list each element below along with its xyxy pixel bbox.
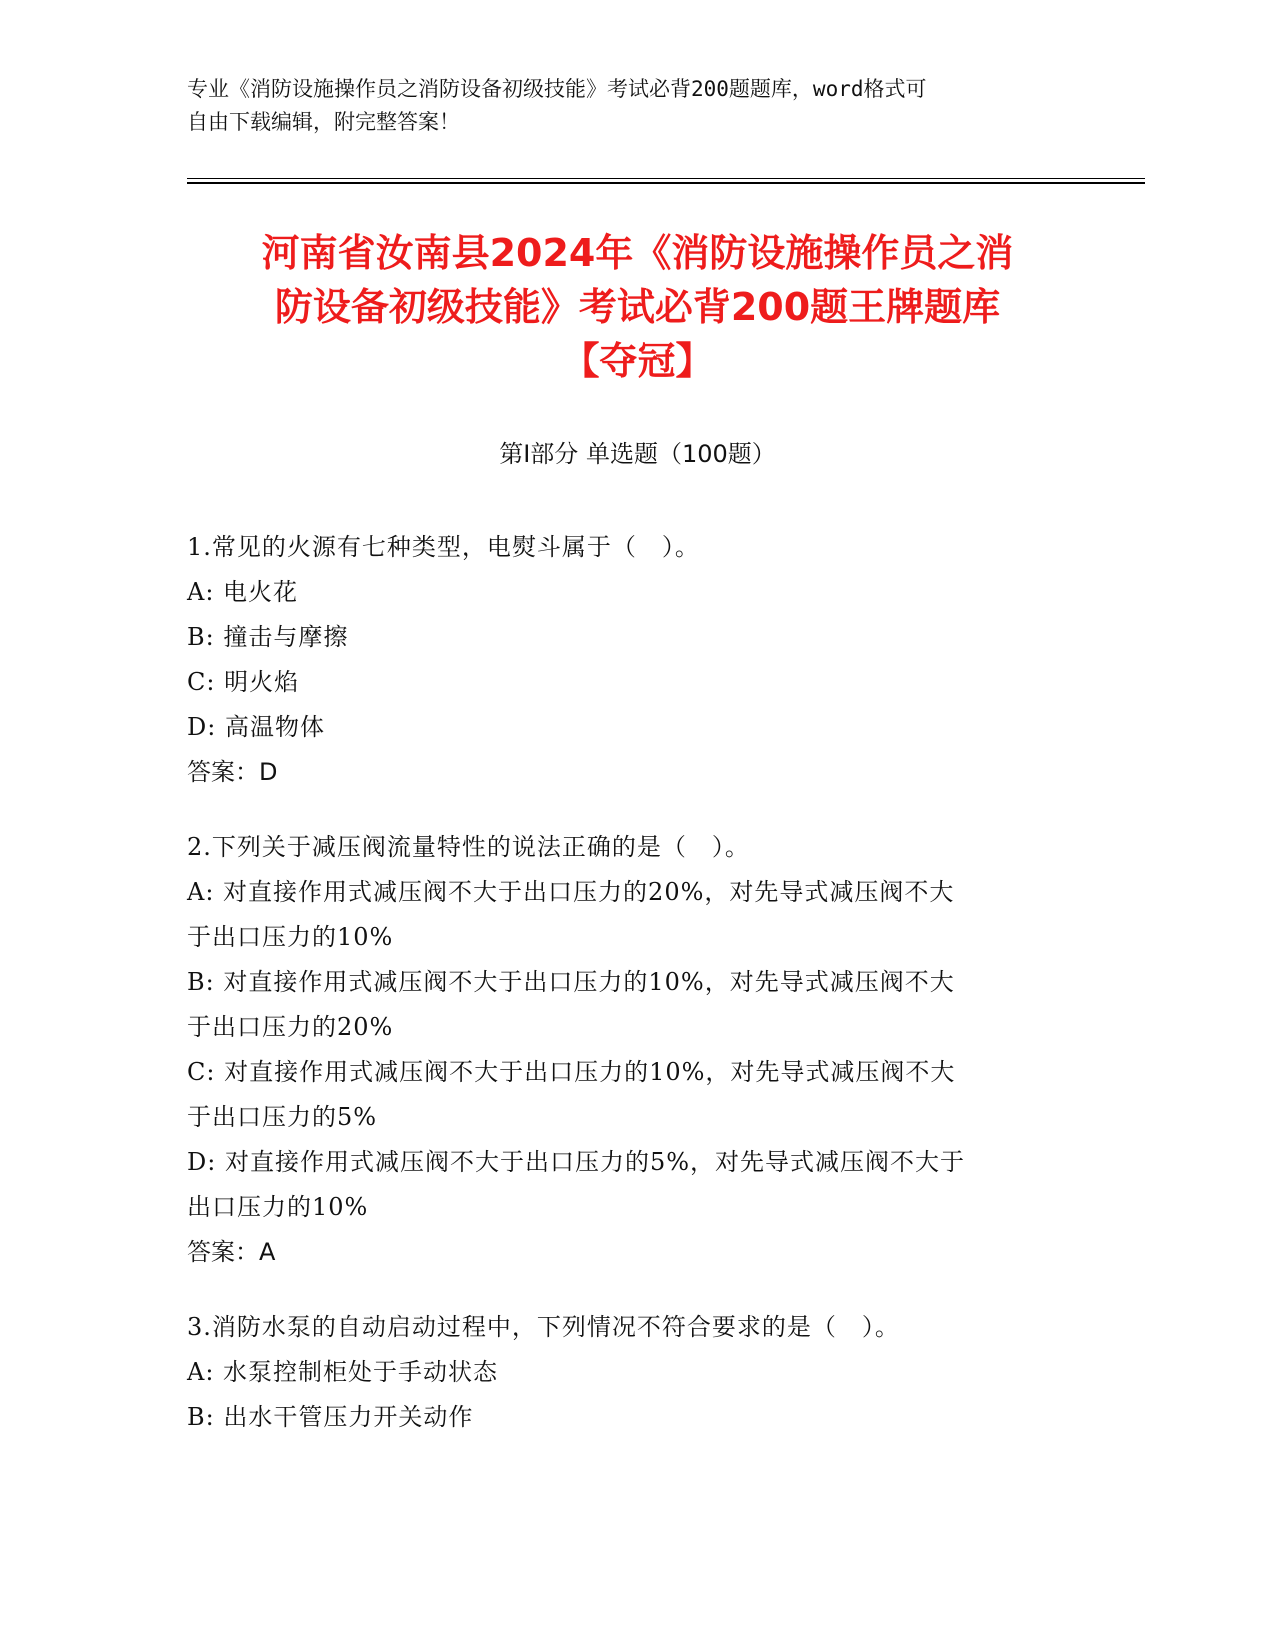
header-note-line-1: 专业《消防设施操作员之消防设备初级技能》考试必背200题题库，word格式可 [187, 77, 927, 101]
document-title [160, 226, 1115, 388]
question-2-option-c: C: 对直接作用式减压阀不大于出口压力的10%，对先导式减压阀不大 [187, 1058, 956, 1086]
question-1-option-b: B: 撞击与摩擦 [187, 623, 349, 651]
question-1-option-a: A: 电火花 [187, 578, 299, 606]
header-note-line-2: 自由下载编辑，附完整答案！ [187, 110, 460, 134]
question-item [187, 825, 1087, 1275]
question-item [187, 525, 1087, 795]
question-2-option-c-cont: 于出口压力的5% [187, 1103, 378, 1131]
question-2-stem: 2.下列关于减压阀流量特性的说法正确的是（ ）。 [187, 833, 750, 861]
question-2-option-a-cont: 于出口压力的10% [187, 923, 394, 951]
question-1-option-c: C: 明火焰 [187, 668, 300, 696]
question-2-option-a: A: 对直接作用式减压阀不大于出口压力的20%，对先导式减压阀不大 [187, 878, 955, 906]
question-2-answer: 答案：A [187, 1238, 276, 1266]
question-2-option-b: B: 对直接作用式减压阀不大于出口压力的10%，对先导式减压阀不大 [187, 968, 955, 996]
question-3-option-b: B: 出水干管压力开关动作 [187, 1403, 474, 1431]
header-note [187, 73, 1067, 139]
question-3-stem: 3.消防水泵的自动启动过程中，下列情况不符合要求的是（ ）。 [187, 1313, 900, 1341]
title-line-1: 河南省汝南县2024年《消防设施操作员之消 [261, 231, 1014, 275]
question-2-option-b-cont: 于出口压力的20% [187, 1013, 394, 1041]
question-1-stem: 1.常见的火源有七种类型，电熨斗属于（ ）。 [187, 533, 700, 561]
title-line-2: 防设备初级技能》考试必背200题王牌题库 [274, 285, 1001, 329]
question-1-answer: 答案：D [187, 758, 278, 786]
header-divider-thin [187, 178, 1145, 179]
question-2-option-d: D: 对直接作用式减压阀不大于出口压力的5%，对先导式减压阀不大于 [187, 1148, 966, 1176]
section-heading: 第I部分 单选题（100题） [499, 440, 776, 468]
header-divider-thick [187, 182, 1145, 184]
question-1-option-d: D: 高温物体 [187, 713, 325, 741]
title-line-3: 【夺冠】 [561, 339, 714, 383]
question-2-option-d-cont: 出口压力的10% [187, 1193, 369, 1221]
question-3-option-a: A: 水泵控制柜处于手动状态 [187, 1358, 499, 1386]
question-item [187, 1305, 1087, 1440]
question-list [187, 525, 1087, 1470]
